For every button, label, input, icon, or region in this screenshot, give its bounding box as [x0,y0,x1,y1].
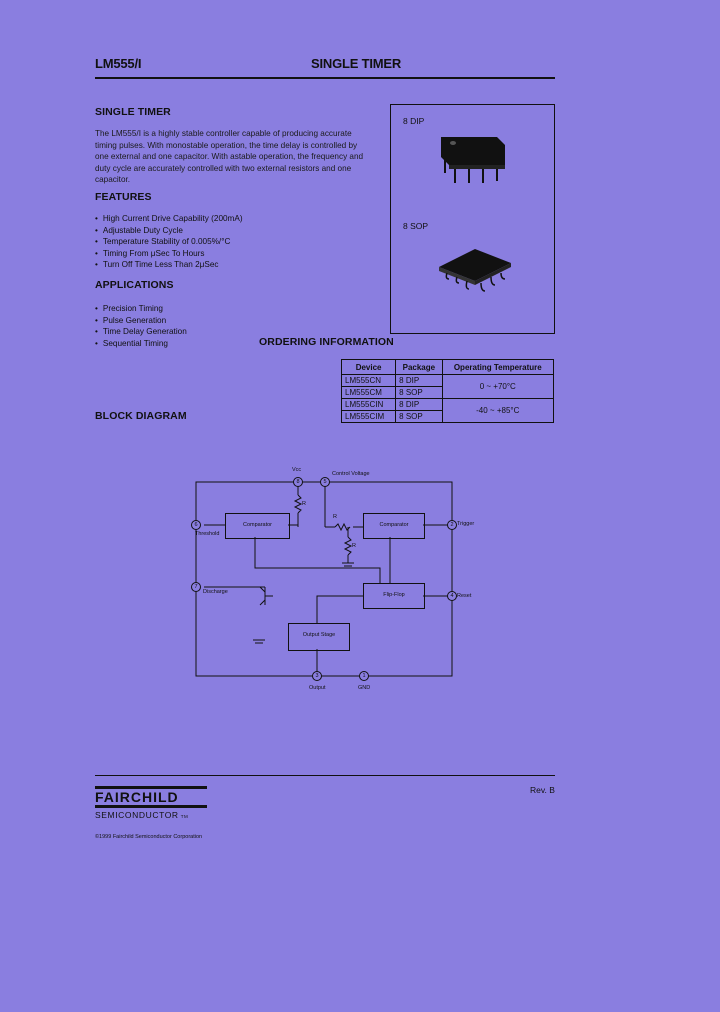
list-item: • Precision Timing [95,303,187,315]
block-diagram-heading: BLOCK DIAGRAM [95,410,187,422]
cell-package: 8 SOP [396,387,442,399]
part-number: LM555/I [95,56,142,71]
pin-output: 3 [312,671,322,681]
pin-reset: 4 [447,591,457,601]
col-package: Package [396,360,442,375]
output-label: Output [309,685,326,691]
ordering-heading: ORDERING INFORMATION [259,336,394,348]
copyright: ©1999 Fairchild Semiconductor Corporation [95,834,203,840]
col-temperature: Operating Temperature [442,360,553,375]
page-title: SINGLE TIMER [311,56,402,71]
pin-discharge: 7 [191,582,201,592]
list-item: • High Current Drive Capability (200mA) [95,213,243,225]
fairchild-logo [95,786,207,820]
features-list [95,213,243,271]
package-box [390,104,555,334]
table-header-row [342,360,554,375]
block-diagram [185,465,475,695]
pin-control: 5 [320,477,330,487]
cell-temperature: 0 ~ +70°C [442,375,553,399]
cell-package: 8 SOP [396,411,442,423]
logo-bar-bottom [95,805,207,808]
output-stage: Output Stage [288,623,350,651]
resistor-2-label: R [333,514,337,520]
revision: Rev. B [530,785,555,795]
footer-rule [95,775,555,776]
list-item: • Sequential Timing [95,338,187,350]
header-rule [95,77,555,79]
cell-device: LM555CM [342,387,396,399]
comparator-2: Comparator [363,513,425,539]
resistor-1-label: R [302,501,306,507]
pin-gnd: 1 [359,671,369,681]
list-item: • Adjustable Duty Cycle [95,225,243,237]
pin-vcc: 8 [293,477,303,487]
table-row [342,375,554,387]
control-voltage-label: Control Voltage [332,471,370,477]
applications-heading: APPLICATIONS [95,279,174,291]
sop-label: 8 SOP [403,221,429,231]
features-heading: FEATURES [95,191,152,203]
cell-device: LM555CIN [342,399,396,411]
list-item: • Pulse Generation [95,315,187,327]
list-item: • Time Delay Generation [95,326,187,338]
col-device: Device [342,360,396,375]
logo-top-text: FAIRCHILD [95,789,179,805]
dip-package-icon [433,129,513,189]
cell-device: LM555CN [342,375,396,387]
list-item: • Temperature Stability of 0.005%/°C [95,236,243,248]
pin-trigger: 2 [447,520,457,530]
logo-tm: TM [180,814,189,819]
comparator-1: Comparator [225,513,290,539]
dip-label: 8 DIP [403,116,425,126]
list-item: • Turn Off Time Less Than 2μSec [95,259,243,271]
discharge-label: Discharge [203,589,228,595]
threshold-label: Threshold [195,531,220,537]
sop-package-icon [435,245,515,305]
flip-flop: Flip-Flop [363,583,425,609]
ordering-table [341,359,554,423]
trigger-label: Trigger [457,521,475,527]
logo-bottom-label: SEMICONDUCTOR [95,810,179,820]
reset-label: Reset [457,593,472,599]
block-diagram-wiring [185,465,475,695]
description-text: The LM555/I is a highly stable controller capable of producing accurate timing pulses. With monostable operation, the time delay is controlled by one external and one capacitor. With astable operation, the frequency and duty cycle are accurately controlled with two external resistors and one capacitor. [95,129,364,184]
description-heading: SINGLE TIMER [95,106,171,118]
list-item: • Timing From μSec To Hours [95,248,243,260]
gnd-label: GND [358,685,371,691]
cell-package: 8 DIP [396,399,442,411]
logo-bottom-text [95,810,207,820]
vcc-label: Vcc [292,467,302,473]
resistor-3-label: R [352,543,356,549]
pin-threshold: 6 [191,520,201,530]
cell-temperature: -40 ~ +85°C [442,399,553,423]
cell-device: LM555CIM [342,411,396,423]
cell-package: 8 DIP [396,375,442,387]
table-row [342,399,554,411]
applications-list [95,303,187,349]
